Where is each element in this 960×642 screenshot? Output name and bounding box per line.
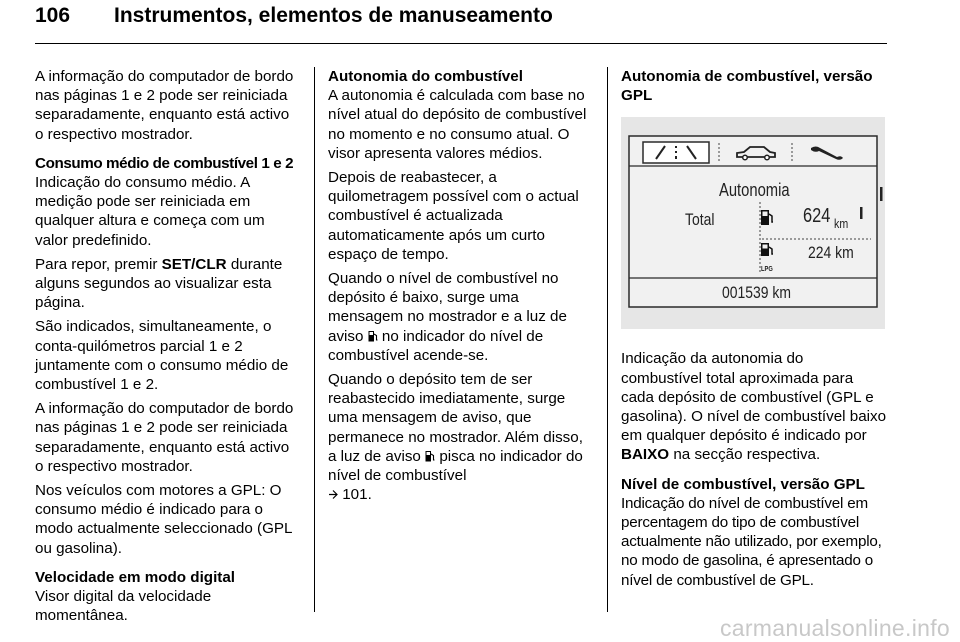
- car-icon: [734, 145, 778, 161]
- instrument-display-illustration: [621, 117, 885, 329]
- column-left: [35, 67, 301, 630]
- column-middle: [328, 67, 594, 509]
- fuel-pump-icon: [760, 208, 774, 226]
- low-label: BAIXO: [621, 446, 670, 464]
- paragraph: Nos veículos com motores a GPL: O consumo médio é indicado para o modo actualmente seleccionado (GPL ou gasolina).: [35, 482, 292, 557]
- section-heading-lpg-range: Autonomia de combustível, versão GPL: [621, 68, 873, 105]
- intro-paragraph: A informação do computador de bordo nas páginas 1 e 2 pode ser reiniciada separadamente, enquanto está activo o respectivo mostrador.: [35, 68, 294, 143]
- lpg-range-paragraph: Indicação da autonomia do combustível total aproximada para cada depósito de combustível (GPL e gasolina). O nível de combustível baixo em qualquer depósito é indicado por BAIXO na secção respectiva.: [621, 350, 887, 464]
- paragraph: São indicados, simultaneamente, o conta-quilómetros parcial 1 e 2 juntamente com o consumo médio de combustível 1 e 2.: [35, 318, 289, 394]
- paragraph: Visor digital da velocidade momentânea.: [35, 588, 212, 625]
- refuel-paragraph: Quando o depósito tem de ser reabastecido imediatamente, surge uma mensagem de aviso, que permanece no mostrador. Além disso, a luz de aviso pisca no indicador do nível de combustível 101.: [328, 371, 583, 504]
- page-reference-link[interactable]: 101.: [342, 486, 372, 504]
- lpg-fuel-pump-icon: [760, 242, 774, 260]
- set-clr-key-label: SET/CLR: [161, 255, 227, 273]
- reset-paragraph: Para repor, premir SET/CLR durante alguns segundos ao visualizar esta página.: [35, 255, 283, 312]
- section-heading-average-consumption: Consumo médio de combustível 1 e 2: [35, 154, 294, 172]
- low-fuel-paragraph: Quando o nível de combustível no depósito é baixo, surge uma mensagem no mostrador e a luz de aviso no indicador do nível de combustível acende-se.: [328, 270, 567, 364]
- paragraph: Depois de reabastecer, a quilometragem possível com o actual combustível é actualizada automaticamente após um curto espaço de tempo.: [328, 169, 579, 263]
- fuel-pump-icon: [368, 330, 378, 342]
- column-divider: [314, 67, 315, 612]
- fuel-pump-icon: [425, 450, 435, 462]
- display-odometer: 001539 km: [722, 283, 791, 303]
- display-total-label: Total: [685, 210, 715, 230]
- watermark: carmanualsonline.info: [719, 615, 950, 641]
- page-header: [35, 4, 887, 48]
- section-heading-fuel-range: Autonomia do combustível: [328, 68, 523, 85]
- paragraph: Indicação do consumo médio. A medição pode ser reiniciada em qualquer altura e começa com um valor predefinido.: [35, 174, 265, 249]
- road-lanes-icon: [653, 145, 699, 160]
- column-right: [621, 67, 887, 595]
- cross-reference-arrow-icon: [328, 489, 338, 500]
- display-lpg-badge: LPG: [761, 266, 773, 274]
- page-number: 106: [35, 4, 71, 27]
- header-divider: [35, 43, 887, 44]
- column-divider: [607, 67, 608, 612]
- paragraph: Indicação do nível de combustível em percentagem do tipo de combustível actualmente não utilizado, por exemplo, no modo de gasolina, é apresentado o nível de combustível de GPL.: [621, 494, 882, 589]
- display-petrol-range-unit: km: [834, 216, 849, 232]
- paragraph: A informação do computador de bordo nas páginas 1 e 2 pode ser reiniciada separadamente, enquanto está activo o respectivo mostrador.: [35, 400, 294, 475]
- paragraph: A autonomia é calculada com base no nível atual do depósito de combustível no momento e no consumo atual. O visor apresenta valores médios.: [328, 87, 587, 162]
- display-title: Autonomia: [719, 180, 790, 201]
- display-petrol-range-value: 624: [803, 205, 831, 228]
- section-heading-lpg-level: Nível de combustível, versão GPL: [621, 475, 865, 493]
- display-lpg-range-value: 224 km: [808, 243, 854, 263]
- wrench-icon: [809, 144, 845, 162]
- page-title: Instrumentos, elementos de manuseamento: [114, 4, 553, 27]
- section-heading-digital-speed: Velocidade em modo digital: [35, 568, 236, 586]
